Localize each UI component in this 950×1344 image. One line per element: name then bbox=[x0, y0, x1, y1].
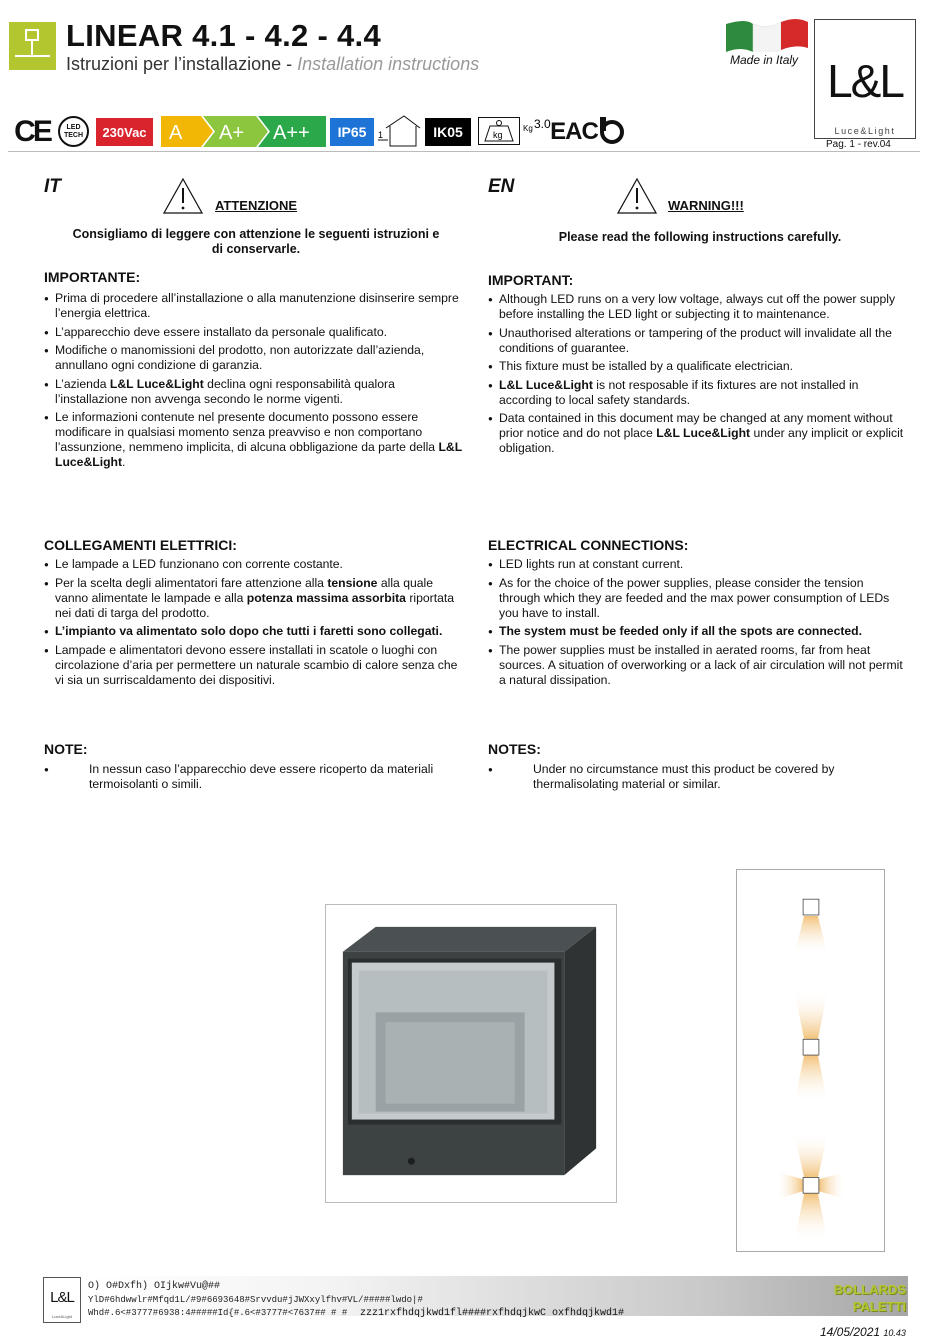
weight-unit: Kg bbox=[523, 124, 533, 133]
led-tech-icon bbox=[58, 116, 89, 147]
house-install-icon bbox=[376, 114, 421, 148]
list-item: ● The system must be feeded only if all the spots are connected. bbox=[488, 624, 908, 639]
lang-label-it: IT bbox=[44, 176, 61, 197]
list-item: ● LED lights run at constant current. bbox=[488, 557, 908, 572]
footer-logo bbox=[43, 1277, 81, 1323]
energy-class-a: A bbox=[169, 122, 183, 144]
ik05-badge: IK05 bbox=[425, 118, 471, 146]
brand-square-icon bbox=[9, 22, 56, 70]
category-it: PALETTI bbox=[852, 1299, 906, 1314]
warning-title-it: ATTENZIONE bbox=[215, 198, 298, 213]
list-item: ● Under no circumstance must this product be covered by thermalisolating material or similar. bbox=[488, 762, 908, 792]
led-tech-line1: LED bbox=[66, 123, 81, 131]
footer-phone-line: Whd#.6<#3777#6938:4#####Id{#.6<#3777#<7637## # # bbox=[88, 1308, 348, 1318]
footer-logo-subtext: Luce&Light bbox=[51, 1314, 72, 1319]
list-item: ● L’azienda L&L Luce&Light declina ogni responsabilità qualora l’installazione non avvenga secondo le norme vigenti. bbox=[44, 377, 464, 407]
footer-web-line: zzz1rxfhdqjkwd1fl####rxfhdqjkwC oxfhdqjkwd1# bbox=[360, 1308, 625, 1319]
note-title-it: NOTE: bbox=[44, 741, 88, 757]
italy-flag-icon bbox=[726, 18, 808, 52]
important-title-en: IMPORTANT: bbox=[488, 272, 574, 288]
led-tech-line2: TECH bbox=[63, 131, 84, 139]
list-item: ● Although LED runs on a very low voltage, always cut off the power supply before installing the LED light or subjecting it to maintenance. bbox=[488, 292, 908, 322]
note-list-en bbox=[488, 762, 908, 796]
electrical-list-it bbox=[44, 557, 464, 691]
weight-icon bbox=[478, 114, 552, 146]
list-item: ● This fixture must be istalled by a qualificate electrician. bbox=[488, 359, 908, 374]
list-item: ● In nessun caso l’apparecchio deve essere ricoperto da materiali termoisolanti o simili. bbox=[44, 762, 464, 792]
product-photo bbox=[325, 904, 617, 1203]
subtitle-italian: Istruzioni per l’installazione bbox=[66, 54, 282, 74]
footer-company-line: O) O#Dxfh) OIjkw#Vu@## bbox=[88, 1281, 221, 1292]
ip65-badge: IP65 bbox=[330, 118, 374, 146]
logo-text: L&L bbox=[827, 55, 903, 107]
energy-class-a-plus-plus: A++ bbox=[273, 122, 310, 144]
footer-date: 14/05/2021 10.43 bbox=[820, 1325, 906, 1339]
ce-mark-icon: CE bbox=[14, 114, 50, 148]
header-divider bbox=[8, 151, 920, 152]
energy-class-a-plus: A+ bbox=[219, 122, 245, 144]
warning-title-en: WARNING!!! bbox=[668, 198, 744, 213]
list-item: ● Prima di procedere all’installazione o alla manutenzione disinserire sempre l’energia elettrica. bbox=[44, 291, 464, 321]
footer-logo-text: L&L bbox=[50, 1289, 74, 1306]
electrical-list-en bbox=[488, 557, 908, 691]
category-en: BOLLARDS bbox=[833, 1282, 906, 1297]
list-item: ● As for the choice of the power supplies, please consider the tension through which they are feeded and the max power consumption of LEDs you have to install. bbox=[488, 576, 908, 621]
intro-it: Consigliamo di leggere con attenzione le seguenti istruzioni e di conservarle. bbox=[72, 227, 440, 256]
energy-class-icon bbox=[161, 116, 326, 147]
important-list-en bbox=[488, 292, 908, 460]
warning-icon bbox=[617, 178, 657, 214]
electrical-title-it: COLLEGAMENTI ELETTRICI: bbox=[44, 537, 237, 553]
important-list-it bbox=[44, 291, 464, 474]
footer-time: 10.43 bbox=[883, 1328, 906, 1338]
list-item: ● L’impianto va alimentato solo dopo che tutti i faretti sono collegati. bbox=[44, 624, 464, 639]
list-item: ● Le lampade a LED funzionano con corrente costante. bbox=[44, 557, 464, 572]
list-item: ● Per la scelta degli alimentatori fare attenzione alla tensione alla quale vanno alimentate le lampade e alla potenza massima assorbita riportata nei dati di targa del prodotto. bbox=[44, 576, 464, 621]
recycle-icon bbox=[598, 117, 626, 147]
list-item: ● Lampade e alimentatori devono essere installati in scatole o luoghi con circolazione d’aria per permettere un naturale scambio di calore senza che vi sia un surriscaldamento dei dispositivi. bbox=[44, 643, 464, 688]
subtitle-separator: - bbox=[281, 54, 298, 74]
lang-label-en: EN bbox=[488, 176, 515, 197]
weight-value: 3.0 bbox=[534, 117, 551, 131]
list-item: ● Modifiche o manomissioni del prodotto, non autorizzate dall’azienda, annullano ogni condizione di garanzia. bbox=[44, 343, 464, 373]
document-title: LINEAR 4.1 - 4.2 - 4.4 bbox=[66, 18, 381, 53]
footer-address-line: YlD#6hdwwlr#Mfqd1L/#9#6693648#Srvvdu#jJWXxylfhv#VL/#####lwdo|# bbox=[88, 1295, 423, 1305]
page-info: Pag. 1 - rev.04 bbox=[826, 139, 891, 150]
eac-mark-icon: EAC bbox=[550, 117, 598, 145]
warning-icon bbox=[163, 178, 203, 214]
weight-label: kg bbox=[493, 130, 503, 140]
voltage-badge: 230Vac bbox=[96, 118, 153, 146]
list-item: ● L’apparecchio deve essere installato da personale qualificato. bbox=[44, 325, 464, 340]
logo-subtext: Luce&Light bbox=[834, 126, 896, 136]
list-item: ● Unauthorised alterations or tampering of the product will invalidate all the conditions of guarantee. bbox=[488, 326, 908, 356]
subtitle-english: Installation instructions bbox=[297, 54, 480, 74]
intro-en: Please read the following instructions carefully. bbox=[558, 230, 842, 244]
beam-diagram-svg bbox=[737, 870, 884, 1251]
electrical-title-en: ELECTRICAL CONNECTIONS: bbox=[488, 537, 689, 553]
document-subtitle bbox=[66, 54, 479, 75]
note-title-en: NOTES: bbox=[488, 741, 541, 757]
made-in-italy: Made in Italy bbox=[730, 53, 799, 67]
bollard-illustration bbox=[326, 905, 616, 1202]
brand-logo bbox=[814, 19, 916, 139]
important-title-it: IMPORTANTE: bbox=[44, 269, 141, 285]
list-item: ● The power supplies must be installed in aerated rooms, far from heat sources. A situation of overworking or a lack of air circulation will not permit a natural dissipation. bbox=[488, 643, 908, 688]
list-item: ● L&L Luce&Light is not resposable if its fixtures are not installed in according to local safety standards. bbox=[488, 378, 908, 408]
list-item: ● Data contained in this document may be changed at any moment without prior notice and do not place L&L Luce&Light under any implicit or explicit obligation. bbox=[488, 411, 908, 456]
house-value: 1 bbox=[378, 130, 384, 140]
list-item: ● Le informazioni contenute nel presente documento possono essere modificare in qualsiasi momento senza preavviso e non comportano l’assunzione, nemmeno implicita, di alcuna obbligazione da parte della L&L Luce&Light. bbox=[44, 410, 464, 470]
light-beam-diagram bbox=[736, 869, 885, 1252]
note-list-it bbox=[44, 762, 464, 796]
